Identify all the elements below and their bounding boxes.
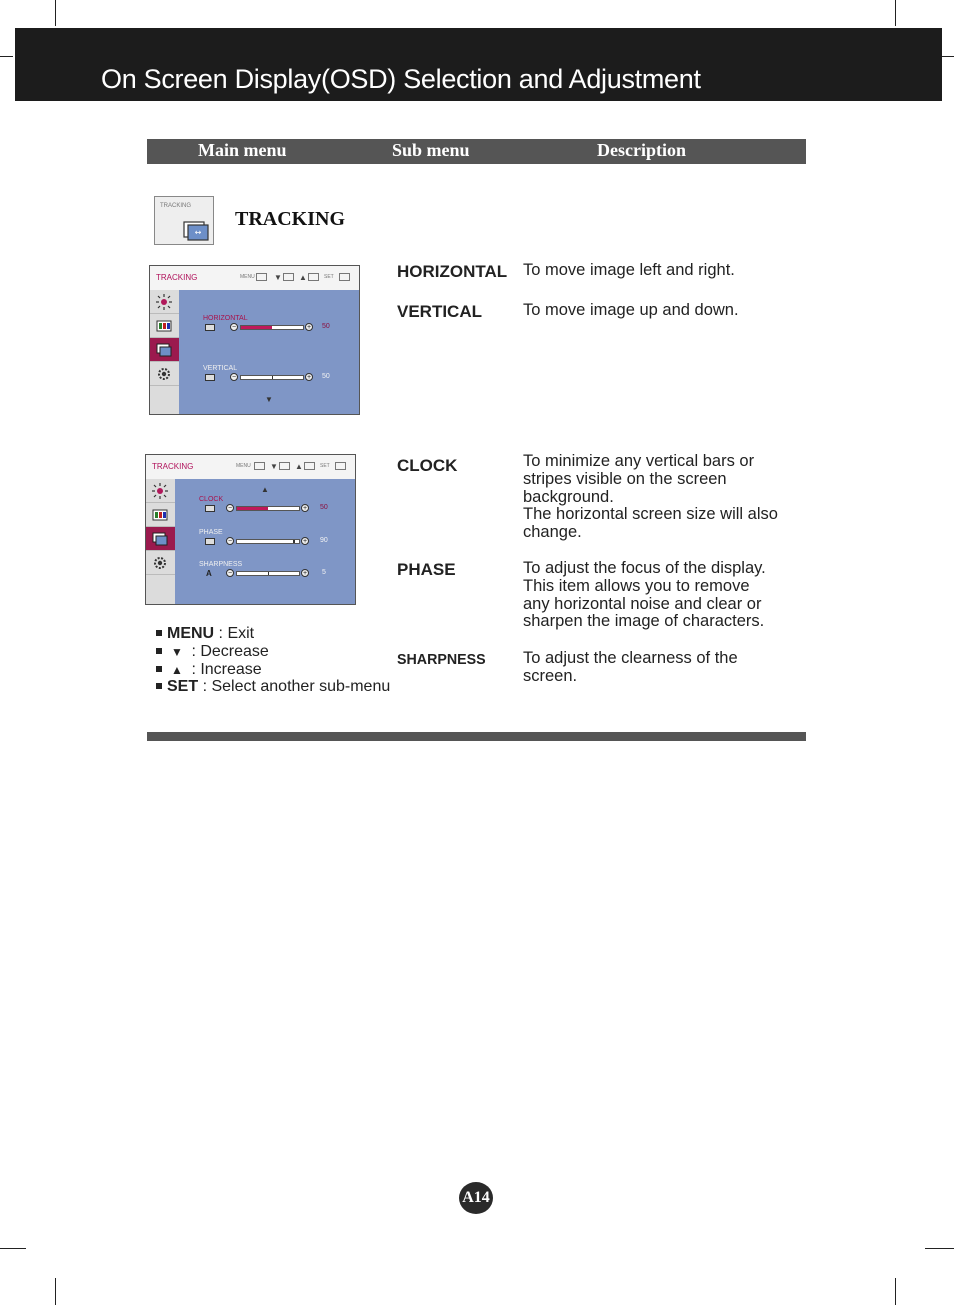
osd-body xyxy=(175,479,355,604)
phase-icon xyxy=(205,538,215,545)
osd-menu-button xyxy=(254,462,265,470)
slider-fill xyxy=(237,572,269,575)
column-header xyxy=(147,139,806,164)
button-legend xyxy=(156,625,390,696)
osd-title: TRACKING xyxy=(152,462,194,471)
description-clock: To minimize any vertical bars or stripes visible on the screen background. The horizontal screen size will also change. xyxy=(523,452,778,542)
osd-item-value: 50 xyxy=(320,504,328,511)
osd-title: TRACKING xyxy=(156,273,198,282)
submenu-vertical: VERTICAL xyxy=(397,302,482,321)
osd-minus-icon: − xyxy=(227,570,233,577)
legend-set-text: : Select another sub-menu xyxy=(198,678,391,696)
osd-down-icon: ▼ xyxy=(270,462,278,471)
osd-plus-icon: + xyxy=(306,324,312,331)
title-bar xyxy=(15,28,942,101)
tracking-icon xyxy=(152,531,168,547)
osd-top-bar xyxy=(150,266,359,291)
osd-screen-clock-phase-sharpness xyxy=(145,454,356,605)
osd-picture-tab xyxy=(146,479,175,503)
osd-plus-icon: + xyxy=(306,374,312,381)
phase-slider xyxy=(236,539,300,544)
slider-fill xyxy=(237,507,268,510)
osd-up-icon: ▲ xyxy=(299,273,307,282)
osd-item-label: VERTICAL xyxy=(203,365,238,372)
description-phase: To adjust the focus of the display. This item allows you to remove any horizontal noise and clear or sharpen the image of characters. xyxy=(523,559,766,631)
osd-menu-label: MENU xyxy=(236,463,251,469)
brightness-icon xyxy=(152,483,168,499)
osd-setup-tab xyxy=(146,551,175,575)
osd-plus-icon: + xyxy=(302,505,308,512)
bullet-icon xyxy=(156,648,162,654)
osd-item-value: 50 xyxy=(322,323,330,330)
sharpness-slider xyxy=(236,571,300,576)
osd-picture-tab xyxy=(150,290,179,314)
tracking-menu-icon xyxy=(154,196,214,245)
osd-plus-icon: + xyxy=(302,538,308,545)
crop-mark xyxy=(55,1278,56,1305)
slider-fill xyxy=(241,376,273,379)
header-main-menu: Main menu xyxy=(198,140,287,160)
osd-tracking-tab xyxy=(146,527,175,551)
osd-color-tab xyxy=(146,503,175,527)
osd-minus-icon: − xyxy=(231,324,237,331)
osd-plus-icon: + xyxy=(302,570,308,577)
bullet-icon xyxy=(156,630,162,636)
horizontal-icon xyxy=(205,324,215,331)
legend-down-text: : Decrease xyxy=(187,642,269,660)
crop-mark xyxy=(925,1248,954,1249)
osd-setup-tab xyxy=(150,362,179,386)
osd-color-tab xyxy=(150,314,179,338)
scroll-down-icon: ▼ xyxy=(265,395,273,404)
slider-fill xyxy=(237,540,295,543)
legend-set xyxy=(156,678,390,696)
up-arrow-icon: ▲ xyxy=(171,662,183,677)
color-bars-icon xyxy=(156,318,172,334)
legend-increase xyxy=(156,661,390,679)
osd-item-value: 90 xyxy=(320,537,328,544)
osd-down-button xyxy=(279,462,290,470)
clock-icon xyxy=(205,505,215,512)
bullet-icon xyxy=(156,666,162,672)
tracking-icon xyxy=(183,221,209,241)
osd-screen-horizontal-vertical xyxy=(149,265,360,415)
bottom-rule xyxy=(147,732,806,741)
page-title: On Screen Display(OSD) Selection and Adjustment xyxy=(101,64,701,94)
legend-menu xyxy=(156,625,390,643)
osd-tracking-tab xyxy=(150,338,179,362)
osd-item-label: SHARPNESS xyxy=(199,561,243,568)
submenu-phase: PHASE xyxy=(397,560,456,579)
osd-item-label: HORIZONTAL xyxy=(203,315,248,322)
osd-item-value: 50 xyxy=(322,373,330,380)
svg-text:↔: ↔ xyxy=(194,228,202,237)
sharpness-icon: A xyxy=(206,569,212,578)
submenu-clock: CLOCK xyxy=(397,456,458,475)
crop-mark xyxy=(0,56,13,57)
osd-down-icon: ▼ xyxy=(274,273,282,282)
crop-mark xyxy=(895,1278,896,1305)
legend-decrease xyxy=(156,643,390,661)
osd-up-button xyxy=(304,462,315,470)
down-arrow-icon: ▼ xyxy=(171,644,183,659)
section-title: TRACKING xyxy=(235,208,346,230)
submenu-sharpness: SHARPNESS xyxy=(397,651,486,668)
osd-set-button xyxy=(335,462,346,470)
description-horizontal: To move image left and right. xyxy=(523,261,735,279)
scroll-up-icon: ▲ xyxy=(261,485,269,494)
crop-mark xyxy=(0,1248,26,1249)
osd-top-bar xyxy=(146,455,355,480)
gear-icon xyxy=(152,555,168,571)
crop-mark xyxy=(55,0,56,26)
header-description: Description xyxy=(597,140,686,160)
osd-set-button xyxy=(339,273,350,281)
legend-menu-key: MENU xyxy=(167,625,215,642)
clock-slider xyxy=(236,506,300,511)
osd-down-button xyxy=(283,273,294,281)
osd-menu-button xyxy=(256,273,267,281)
osd-side-menu xyxy=(146,479,176,604)
osd-body xyxy=(179,290,359,414)
menu-icon-caption: TRACKING xyxy=(160,203,192,209)
legend-up-text: : Increase xyxy=(187,660,262,678)
crop-mark xyxy=(941,56,954,57)
brightness-icon xyxy=(156,294,172,310)
submenu-horizontal: HORIZONTAL xyxy=(397,262,508,281)
bullet-icon xyxy=(156,683,162,689)
tracking-icon xyxy=(156,342,172,358)
osd-minus-icon: − xyxy=(231,374,237,381)
vertical-slider xyxy=(240,375,304,380)
osd-item-label: PHASE xyxy=(199,529,223,536)
crop-mark xyxy=(895,0,896,26)
osd-set-label: SET xyxy=(324,274,334,280)
description-sharpness: To adjust the clearness of the screen. xyxy=(523,649,738,685)
page-number: A14 xyxy=(459,1182,493,1214)
vertical-icon xyxy=(205,374,215,381)
slider-fill xyxy=(241,326,272,329)
osd-set-label: SET xyxy=(320,463,330,469)
gear-icon xyxy=(156,366,172,382)
legend-menu-text: : Exit xyxy=(214,625,255,642)
legend-set-key: SET xyxy=(167,678,199,696)
osd-up-icon: ▲ xyxy=(295,462,303,471)
horizontal-slider xyxy=(240,325,304,330)
osd-side-menu xyxy=(150,290,180,414)
osd-item-value: 5 xyxy=(322,569,326,576)
description-vertical: To move image up and down. xyxy=(523,301,739,319)
osd-up-button xyxy=(308,273,319,281)
osd-item-label: CLOCK xyxy=(199,496,224,503)
osd-minus-icon: − xyxy=(227,538,233,545)
osd-minus-icon: − xyxy=(227,505,233,512)
header-sub-menu: Sub menu xyxy=(392,140,470,160)
osd-menu-label: MENU xyxy=(240,274,255,280)
color-bars-icon xyxy=(152,507,168,523)
